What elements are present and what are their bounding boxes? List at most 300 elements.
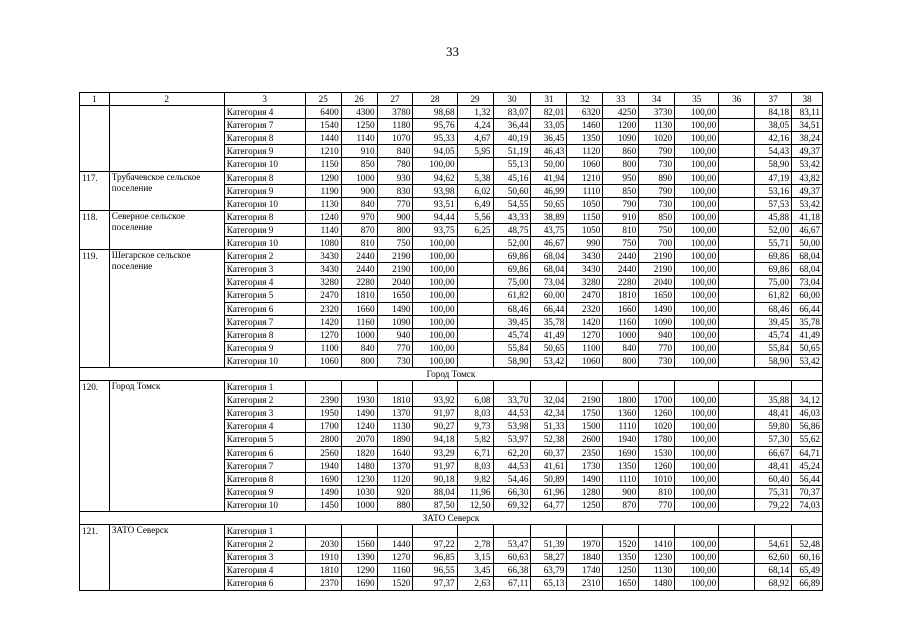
table-cell bbox=[719, 381, 755, 394]
table-cell: 1150 bbox=[567, 210, 603, 223]
table-cell: 1020 bbox=[639, 420, 675, 433]
table-cell: 91,97 bbox=[413, 459, 457, 472]
table-cell bbox=[719, 420, 755, 433]
table-cell: 810 bbox=[603, 223, 639, 236]
table-cell: 1700 bbox=[639, 394, 675, 407]
table-cell: 97,22 bbox=[413, 538, 457, 551]
table-cell: 64,77 bbox=[531, 498, 567, 511]
table-cell: 100,00 bbox=[675, 577, 719, 590]
table-cell: 100,00 bbox=[675, 223, 719, 236]
table-cell: 100,00 bbox=[675, 551, 719, 564]
table-cell: 1690 bbox=[341, 577, 377, 590]
table-cell: 66,44 bbox=[792, 302, 823, 315]
table-cell: 1060 bbox=[567, 354, 603, 367]
table-cell: 1490 bbox=[639, 302, 675, 315]
table-cell: 1370 bbox=[377, 407, 413, 420]
table-cell: 11,96 bbox=[457, 485, 493, 498]
table-cell bbox=[457, 237, 493, 250]
table-cell: 44,53 bbox=[493, 459, 531, 472]
table-cell: 770 bbox=[639, 498, 675, 511]
category-label: Категория 2 bbox=[224, 394, 305, 407]
category-label: Категория 8 bbox=[224, 132, 305, 145]
table-cell: 100,00 bbox=[675, 315, 719, 328]
table-cell: 66,67 bbox=[755, 446, 792, 459]
table-cell: 1940 bbox=[603, 433, 639, 446]
table-cell: 61,96 bbox=[531, 485, 567, 498]
category-label: Категория 10 bbox=[224, 158, 305, 171]
table-cell: 2440 bbox=[341, 250, 377, 263]
table-cell: 1270 bbox=[305, 328, 341, 341]
table-cell: 770 bbox=[639, 341, 675, 354]
category-label: Категория 4 bbox=[224, 564, 305, 577]
table-cell: 100,00 bbox=[675, 420, 719, 433]
column-header: 30 bbox=[493, 93, 531, 106]
table-cell: 1160 bbox=[603, 315, 639, 328]
table-cell: 90,18 bbox=[413, 472, 457, 485]
table-cell: 66,89 bbox=[792, 577, 823, 590]
table-cell: 46,67 bbox=[531, 237, 567, 250]
table-cell bbox=[719, 302, 755, 315]
table-cell bbox=[792, 381, 823, 394]
table-cell: 47,19 bbox=[755, 171, 792, 184]
table-cell: 100,00 bbox=[675, 119, 719, 132]
group-header-row bbox=[80, 367, 823, 380]
table-cell bbox=[457, 381, 493, 394]
table-cell: 1730 bbox=[567, 459, 603, 472]
table-row bbox=[80, 106, 823, 119]
table-cell: 100,00 bbox=[675, 564, 719, 577]
table-row bbox=[80, 250, 823, 263]
table-cell: 66,44 bbox=[531, 302, 567, 315]
table-cell bbox=[755, 525, 792, 538]
table-cell: 58,90 bbox=[755, 354, 792, 367]
table-cell: 840 bbox=[603, 341, 639, 354]
table-cell: 68,04 bbox=[792, 250, 823, 263]
table-cell bbox=[719, 250, 755, 263]
table-cell: 3730 bbox=[639, 106, 675, 119]
table-cell: 87,50 bbox=[413, 498, 457, 511]
table-cell bbox=[719, 407, 755, 420]
table-cell: 1700 bbox=[305, 420, 341, 433]
table-cell: 1800 bbox=[603, 394, 639, 407]
table-cell: 100,00 bbox=[675, 132, 719, 145]
table-cell: 97,37 bbox=[413, 577, 457, 590]
table-cell: 69,86 bbox=[493, 250, 531, 263]
table-cell: 55,62 bbox=[792, 433, 823, 446]
table-cell: 830 bbox=[377, 184, 413, 197]
table-cell: 2320 bbox=[305, 302, 341, 315]
table-cell: 1270 bbox=[567, 328, 603, 341]
table-cell: 68,46 bbox=[755, 302, 792, 315]
table-cell: 84,18 bbox=[755, 106, 792, 119]
table-cell: 970 bbox=[341, 210, 377, 223]
table-cell: 100,00 bbox=[675, 263, 719, 276]
table-cell: 750 bbox=[377, 237, 413, 250]
table-cell: 1130 bbox=[377, 420, 413, 433]
table-cell: 3430 bbox=[567, 263, 603, 276]
table-cell: 2070 bbox=[341, 433, 377, 446]
table-cell: 1210 bbox=[305, 145, 341, 158]
table-cell: 73,04 bbox=[792, 276, 823, 289]
table-cell: 1690 bbox=[305, 472, 341, 485]
table-cell: 9,82 bbox=[457, 472, 493, 485]
table-cell: 57,30 bbox=[755, 433, 792, 446]
table-cell: 52,00 bbox=[755, 223, 792, 236]
table-cell: 1280 bbox=[567, 485, 603, 498]
group-header-row bbox=[80, 512, 823, 525]
table-cell bbox=[719, 223, 755, 236]
table-cell: 79,22 bbox=[755, 498, 792, 511]
table-cell: 100,00 bbox=[675, 328, 719, 341]
table-cell: 1250 bbox=[603, 564, 639, 577]
table-cell: 94,62 bbox=[413, 171, 457, 184]
table-cell: 6,02 bbox=[457, 184, 493, 197]
table-cell: 93,51 bbox=[413, 197, 457, 210]
table-cell: 2,63 bbox=[457, 577, 493, 590]
table-cell: 39,45 bbox=[493, 315, 531, 328]
table-cell: 1290 bbox=[305, 171, 341, 184]
column-header: 31 bbox=[531, 93, 567, 106]
settlement-name: Трубачевское сельское поселение bbox=[109, 171, 224, 210]
row-number bbox=[80, 106, 110, 171]
table-cell: 54,43 bbox=[755, 145, 792, 158]
table-cell: 2190 bbox=[567, 394, 603, 407]
table-cell: 96,55 bbox=[413, 564, 457, 577]
table-cell: 1090 bbox=[603, 132, 639, 145]
table-cell: 53,16 bbox=[755, 184, 792, 197]
table-cell: 73,04 bbox=[531, 276, 567, 289]
table-cell: 43,75 bbox=[531, 223, 567, 236]
table-cell: 58,27 bbox=[531, 551, 567, 564]
column-header: 37 bbox=[755, 93, 792, 106]
table-cell: 3280 bbox=[567, 276, 603, 289]
table-cell: 94,44 bbox=[413, 210, 457, 223]
column-header: 27 bbox=[377, 93, 413, 106]
table-cell: 38,24 bbox=[792, 132, 823, 145]
table-cell: 1490 bbox=[567, 472, 603, 485]
table-cell: 900 bbox=[603, 485, 639, 498]
table-cell: 66,30 bbox=[493, 485, 531, 498]
table-cell: 50,60 bbox=[493, 184, 531, 197]
table-cell: 63,79 bbox=[531, 564, 567, 577]
table-cell: 50,00 bbox=[531, 158, 567, 171]
table-cell bbox=[457, 276, 493, 289]
category-label: Категория 1 bbox=[224, 381, 305, 394]
table-cell: 990 bbox=[567, 237, 603, 250]
table-cell: 1420 bbox=[567, 315, 603, 328]
table-cell bbox=[719, 184, 755, 197]
table-cell bbox=[719, 394, 755, 407]
table-cell bbox=[719, 197, 755, 210]
table-cell: 1500 bbox=[567, 420, 603, 433]
table-cell: 75,31 bbox=[755, 485, 792, 498]
category-label: Категория 10 bbox=[224, 498, 305, 511]
table-cell bbox=[493, 381, 531, 394]
table-cell: 60,00 bbox=[531, 289, 567, 302]
table-cell bbox=[719, 289, 755, 302]
table-cell bbox=[719, 263, 755, 276]
table-cell: 1000 bbox=[603, 328, 639, 341]
table-cell: 100,00 bbox=[675, 184, 719, 197]
table-cell bbox=[377, 525, 413, 538]
table-cell: 100,00 bbox=[413, 289, 457, 302]
table-cell: 810 bbox=[341, 237, 377, 250]
column-header: 33 bbox=[603, 93, 639, 106]
table-cell: 6,25 bbox=[457, 223, 493, 236]
table-cell: 730 bbox=[639, 197, 675, 210]
table-cell: 35,78 bbox=[531, 315, 567, 328]
table-cell: 100,00 bbox=[675, 485, 719, 498]
table-cell: 41,49 bbox=[792, 328, 823, 341]
table-cell: 1080 bbox=[305, 237, 341, 250]
table-cell: 1390 bbox=[341, 551, 377, 564]
table-cell bbox=[457, 302, 493, 315]
table-cell: 98,68 bbox=[413, 106, 457, 119]
table-cell: 100,00 bbox=[413, 276, 457, 289]
table-cell: 100,00 bbox=[675, 106, 719, 119]
table-cell: 100,00 bbox=[413, 341, 457, 354]
group-title: ЗАТО Северск bbox=[80, 512, 823, 525]
column-header: 29 bbox=[457, 93, 493, 106]
category-label: Категория 3 bbox=[224, 551, 305, 564]
table-cell: 1370 bbox=[377, 459, 413, 472]
table-cell: 65,49 bbox=[792, 564, 823, 577]
table-cell bbox=[719, 485, 755, 498]
table-cell: 100,00 bbox=[675, 538, 719, 551]
table-cell: 1360 bbox=[603, 407, 639, 420]
table-cell: 69,86 bbox=[755, 263, 792, 276]
table-cell: 4,67 bbox=[457, 132, 493, 145]
table-cell: 5,56 bbox=[457, 210, 493, 223]
table-cell: 51,19 bbox=[493, 145, 531, 158]
table-cell bbox=[341, 525, 377, 538]
table-cell: 100,00 bbox=[675, 446, 719, 459]
table-cell: 1180 bbox=[377, 119, 413, 132]
table-cell: 100,00 bbox=[413, 328, 457, 341]
table-cell: 34,12 bbox=[792, 394, 823, 407]
table-cell: 1810 bbox=[377, 394, 413, 407]
table-cell: 910 bbox=[603, 210, 639, 223]
table-cell: 70,37 bbox=[792, 485, 823, 498]
table-cell: 1250 bbox=[567, 498, 603, 511]
table-cell: 1440 bbox=[377, 538, 413, 551]
table-cell bbox=[567, 381, 603, 394]
table-cell: 100,00 bbox=[675, 498, 719, 511]
table-cell: 2600 bbox=[567, 433, 603, 446]
table-cell: 58,90 bbox=[493, 354, 531, 367]
column-header: 2 bbox=[109, 93, 224, 106]
group-title: Город Томск bbox=[80, 367, 823, 380]
table-cell: 100,00 bbox=[413, 315, 457, 328]
table-cell: 1240 bbox=[305, 210, 341, 223]
table-cell: 69,86 bbox=[493, 263, 531, 276]
table-cell: 4,24 bbox=[457, 119, 493, 132]
table-cell bbox=[719, 315, 755, 328]
table-cell: 1000 bbox=[341, 328, 377, 341]
table-cell: 82,01 bbox=[531, 106, 567, 119]
table-cell: 54,46 bbox=[493, 472, 531, 485]
table-cell: 88,04 bbox=[413, 485, 457, 498]
table-cell bbox=[719, 328, 755, 341]
table-cell: 46,99 bbox=[531, 184, 567, 197]
table-cell: 35,88 bbox=[755, 394, 792, 407]
row-number: 119. bbox=[80, 250, 110, 368]
table-cell: 52,00 bbox=[493, 237, 531, 250]
table-cell: 12,50 bbox=[457, 498, 493, 511]
table-cell: 910 bbox=[341, 145, 377, 158]
table-cell: 9,73 bbox=[457, 420, 493, 433]
settlement-name: Северное сельское поселение bbox=[109, 210, 224, 249]
category-label: Категория 8 bbox=[224, 472, 305, 485]
table-cell: 48,41 bbox=[755, 407, 792, 420]
table-cell bbox=[719, 341, 755, 354]
table-cell: 1910 bbox=[305, 551, 341, 564]
table-cell: 75,00 bbox=[493, 276, 531, 289]
category-label: Категория 5 bbox=[224, 289, 305, 302]
table-cell: 83,11 bbox=[792, 106, 823, 119]
category-label: Категория 7 bbox=[224, 119, 305, 132]
table-cell: 38,89 bbox=[531, 210, 567, 223]
table-cell: 51,39 bbox=[531, 538, 567, 551]
table-cell: 880 bbox=[377, 498, 413, 511]
category-label: Категория 10 bbox=[224, 197, 305, 210]
table-cell: 61,82 bbox=[755, 289, 792, 302]
table-cell: 91,97 bbox=[413, 407, 457, 420]
table-cell: 46,43 bbox=[531, 145, 567, 158]
table-cell: 1010 bbox=[639, 472, 675, 485]
table-cell: 1520 bbox=[377, 577, 413, 590]
table-cell: 2560 bbox=[305, 446, 341, 459]
table-cell: 100,00 bbox=[413, 263, 457, 276]
table-cell bbox=[377, 381, 413, 394]
table-cell bbox=[719, 577, 755, 590]
table-cell: 36,45 bbox=[531, 132, 567, 145]
category-label: Категория 9 bbox=[224, 145, 305, 158]
table-cell: 1650 bbox=[377, 289, 413, 302]
table-cell: 2190 bbox=[377, 263, 413, 276]
table-cell bbox=[567, 525, 603, 538]
table-cell: 1110 bbox=[603, 472, 639, 485]
table-cell: 1690 bbox=[603, 446, 639, 459]
table-cell: 1070 bbox=[377, 132, 413, 145]
table-cell: 1160 bbox=[341, 315, 377, 328]
row-number: 118. bbox=[80, 210, 110, 249]
table-cell bbox=[531, 525, 567, 538]
table-cell bbox=[719, 525, 755, 538]
table-cell: 750 bbox=[603, 237, 639, 250]
table-cell: 2440 bbox=[603, 250, 639, 263]
table-cell: 100,00 bbox=[675, 237, 719, 250]
table-cell: 730 bbox=[377, 354, 413, 367]
table-cell: 1650 bbox=[603, 577, 639, 590]
category-label: Категория 1 bbox=[224, 525, 305, 538]
table-cell: 1490 bbox=[341, 407, 377, 420]
table-cell: 41,18 bbox=[792, 210, 823, 223]
table-cell: 65,13 bbox=[531, 577, 567, 590]
page-number: 33 bbox=[446, 44, 459, 59]
category-label: Категория 2 bbox=[224, 250, 305, 263]
table-cell: 41,61 bbox=[531, 459, 567, 472]
table-cell bbox=[457, 289, 493, 302]
table-cell bbox=[719, 551, 755, 564]
table-cell bbox=[531, 381, 567, 394]
table-cell: 93,92 bbox=[413, 394, 457, 407]
table-cell: 40,19 bbox=[493, 132, 531, 145]
table-cell: 60,37 bbox=[531, 446, 567, 459]
table-cell: 1260 bbox=[639, 407, 675, 420]
table-cell bbox=[457, 341, 493, 354]
column-header: 25 bbox=[305, 93, 341, 106]
table-cell: 1820 bbox=[341, 446, 377, 459]
table-cell: 1050 bbox=[567, 197, 603, 210]
table-cell: 3430 bbox=[567, 250, 603, 263]
table-cell: 1640 bbox=[377, 446, 413, 459]
table-cell bbox=[457, 158, 493, 171]
table-cell: 49,37 bbox=[792, 145, 823, 158]
table-cell: 100,00 bbox=[675, 276, 719, 289]
table-cell bbox=[457, 263, 493, 276]
table-cell: 33,70 bbox=[493, 394, 531, 407]
table-cell: 2470 bbox=[305, 289, 341, 302]
table-cell: 52,48 bbox=[792, 538, 823, 551]
table-cell: 2310 bbox=[567, 577, 603, 590]
table-cell: 49,37 bbox=[792, 184, 823, 197]
category-label: Категория 9 bbox=[224, 485, 305, 498]
table-cell: 100,00 bbox=[675, 472, 719, 485]
category-label: Категория 7 bbox=[224, 459, 305, 472]
table-cell: 66,38 bbox=[493, 564, 531, 577]
table-cell: 1460 bbox=[567, 119, 603, 132]
table-cell: 100,00 bbox=[675, 158, 719, 171]
category-label: Категория 6 bbox=[224, 302, 305, 315]
table-cell bbox=[413, 525, 457, 538]
category-label: Категория 10 bbox=[224, 354, 305, 367]
table-cell: 34,51 bbox=[792, 119, 823, 132]
table-cell: 3280 bbox=[305, 276, 341, 289]
table-cell: 74,03 bbox=[792, 498, 823, 511]
table-cell: 1970 bbox=[567, 538, 603, 551]
table-cell bbox=[603, 525, 639, 538]
table-cell: 1940 bbox=[305, 459, 341, 472]
category-label: Категория 8 bbox=[224, 171, 305, 184]
table-cell bbox=[719, 171, 755, 184]
table-cell: 730 bbox=[639, 354, 675, 367]
column-header: 35 bbox=[675, 93, 719, 106]
table-cell: 1810 bbox=[305, 564, 341, 577]
table-cell: 50,65 bbox=[792, 341, 823, 354]
table-cell: 45,74 bbox=[493, 328, 531, 341]
table-cell: 2280 bbox=[603, 276, 639, 289]
table-cell: 100,00 bbox=[675, 459, 719, 472]
table-cell: 42,34 bbox=[531, 407, 567, 420]
table-cell: 1660 bbox=[341, 302, 377, 315]
table-cell: 68,92 bbox=[755, 577, 792, 590]
table-cell: 45,16 bbox=[493, 171, 531, 184]
table-cell: 83,07 bbox=[493, 106, 531, 119]
table-cell: 48,75 bbox=[493, 223, 531, 236]
column-header: 34 bbox=[639, 93, 675, 106]
table-row bbox=[80, 381, 823, 394]
table-cell: 100,00 bbox=[675, 289, 719, 302]
table-cell bbox=[413, 381, 457, 394]
category-label: Категория 2 bbox=[224, 538, 305, 551]
table-cell bbox=[457, 328, 493, 341]
table-cell: 100,00 bbox=[675, 407, 719, 420]
table-cell: 100,00 bbox=[675, 433, 719, 446]
table-cell: 1740 bbox=[567, 564, 603, 577]
table-cell: 2040 bbox=[639, 276, 675, 289]
table-cell: 1050 bbox=[567, 223, 603, 236]
